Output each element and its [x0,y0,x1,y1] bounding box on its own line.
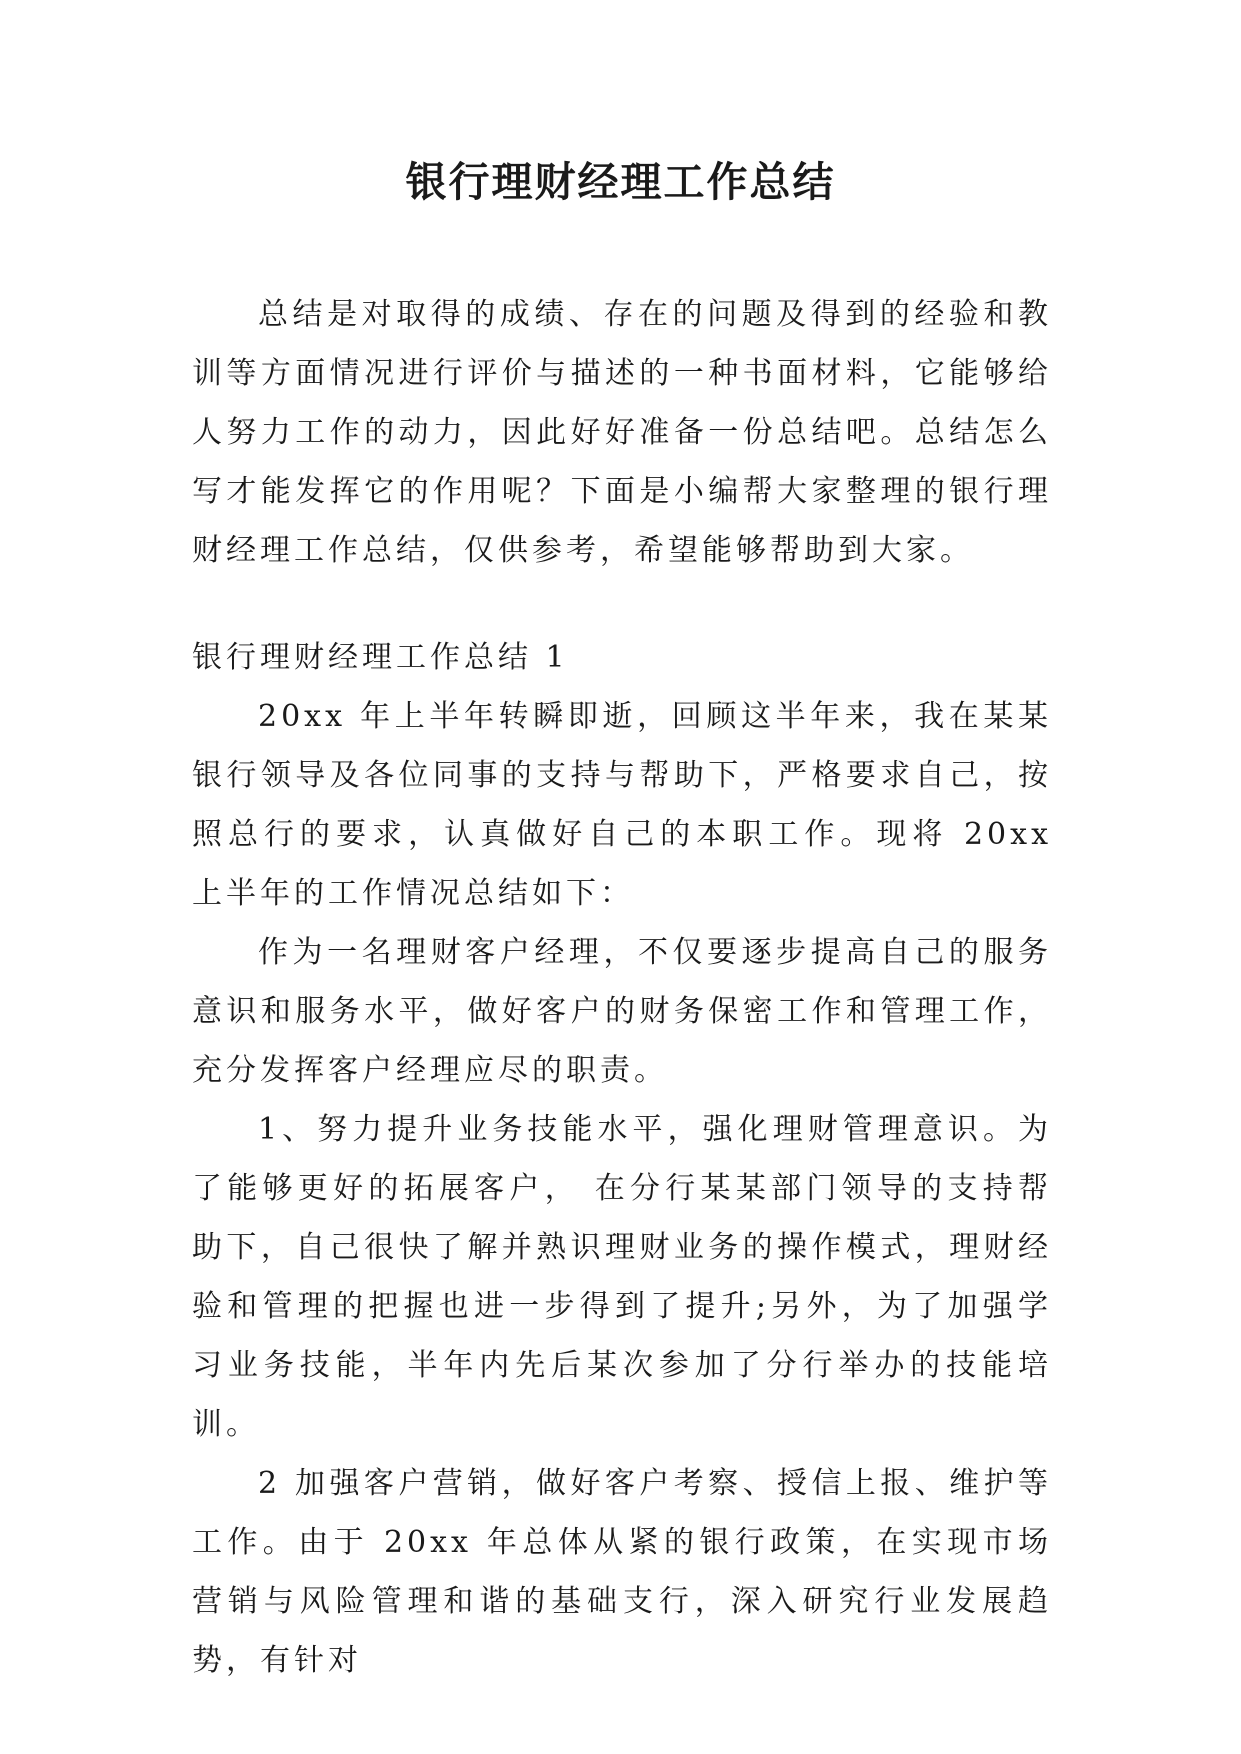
section-heading: 银行理财经理工作总结 1 [192,640,569,675]
document-title: 银行理财经理工作总结 [405,158,836,206]
body-paragraph: 作为一名理财客户经理，不仅要逐步提高自己的服务意识和服务水平，做好客户的财务保密工作和管理工作，充分发挥客户经理应尽的职责。 [192,935,1052,1088]
summary-section [192,628,1052,1690]
body-paragraph: 1、努力提升业务技能水平，强化理财管理意识。为了能够更好的拓展客户， 在分行某某部门领导的支持帮助下，自己很快了解并熟识理财业务的操作模式，理财经验和管理的把握也进一步得到了提升;另外，为了加强学习业务技能，半年内先后某次参加了分行举办的技能培训。 [192,1112,1052,1442]
body-paragraph: 20xx 年上半年转瞬即逝，回顾这半年来，我在某某银行领导及各位同事的支持与帮助下，严格要求自己，按照总行的要求，认真做好自己的本职工作。现将 20xx 上半年的工作情况总结如下： [192,699,1052,911]
intro-section [192,285,1052,580]
intro-paragraph: 总结是对取得的成绩、存在的问题及得到的经验和教训等方面情况进行评价与描述的一种书面材料，它能够给人努力工作的动力，因此好好准备一份总结吧。总结怎么写才能发挥它的作用呢？下面是小编帮大家整理的银行理财经理工作总结，仅供参考，希望能够帮助到大家。 [192,297,1052,568]
body-paragraph: 2 加强客户营销，做好客户考察、授信上报、维护等工作。由于 20xx 年总体从紧的银行政策，在实现市场营销与风险管理和谐的基础支行，深入研究行业发展趋势，有针对 [192,1466,1052,1678]
